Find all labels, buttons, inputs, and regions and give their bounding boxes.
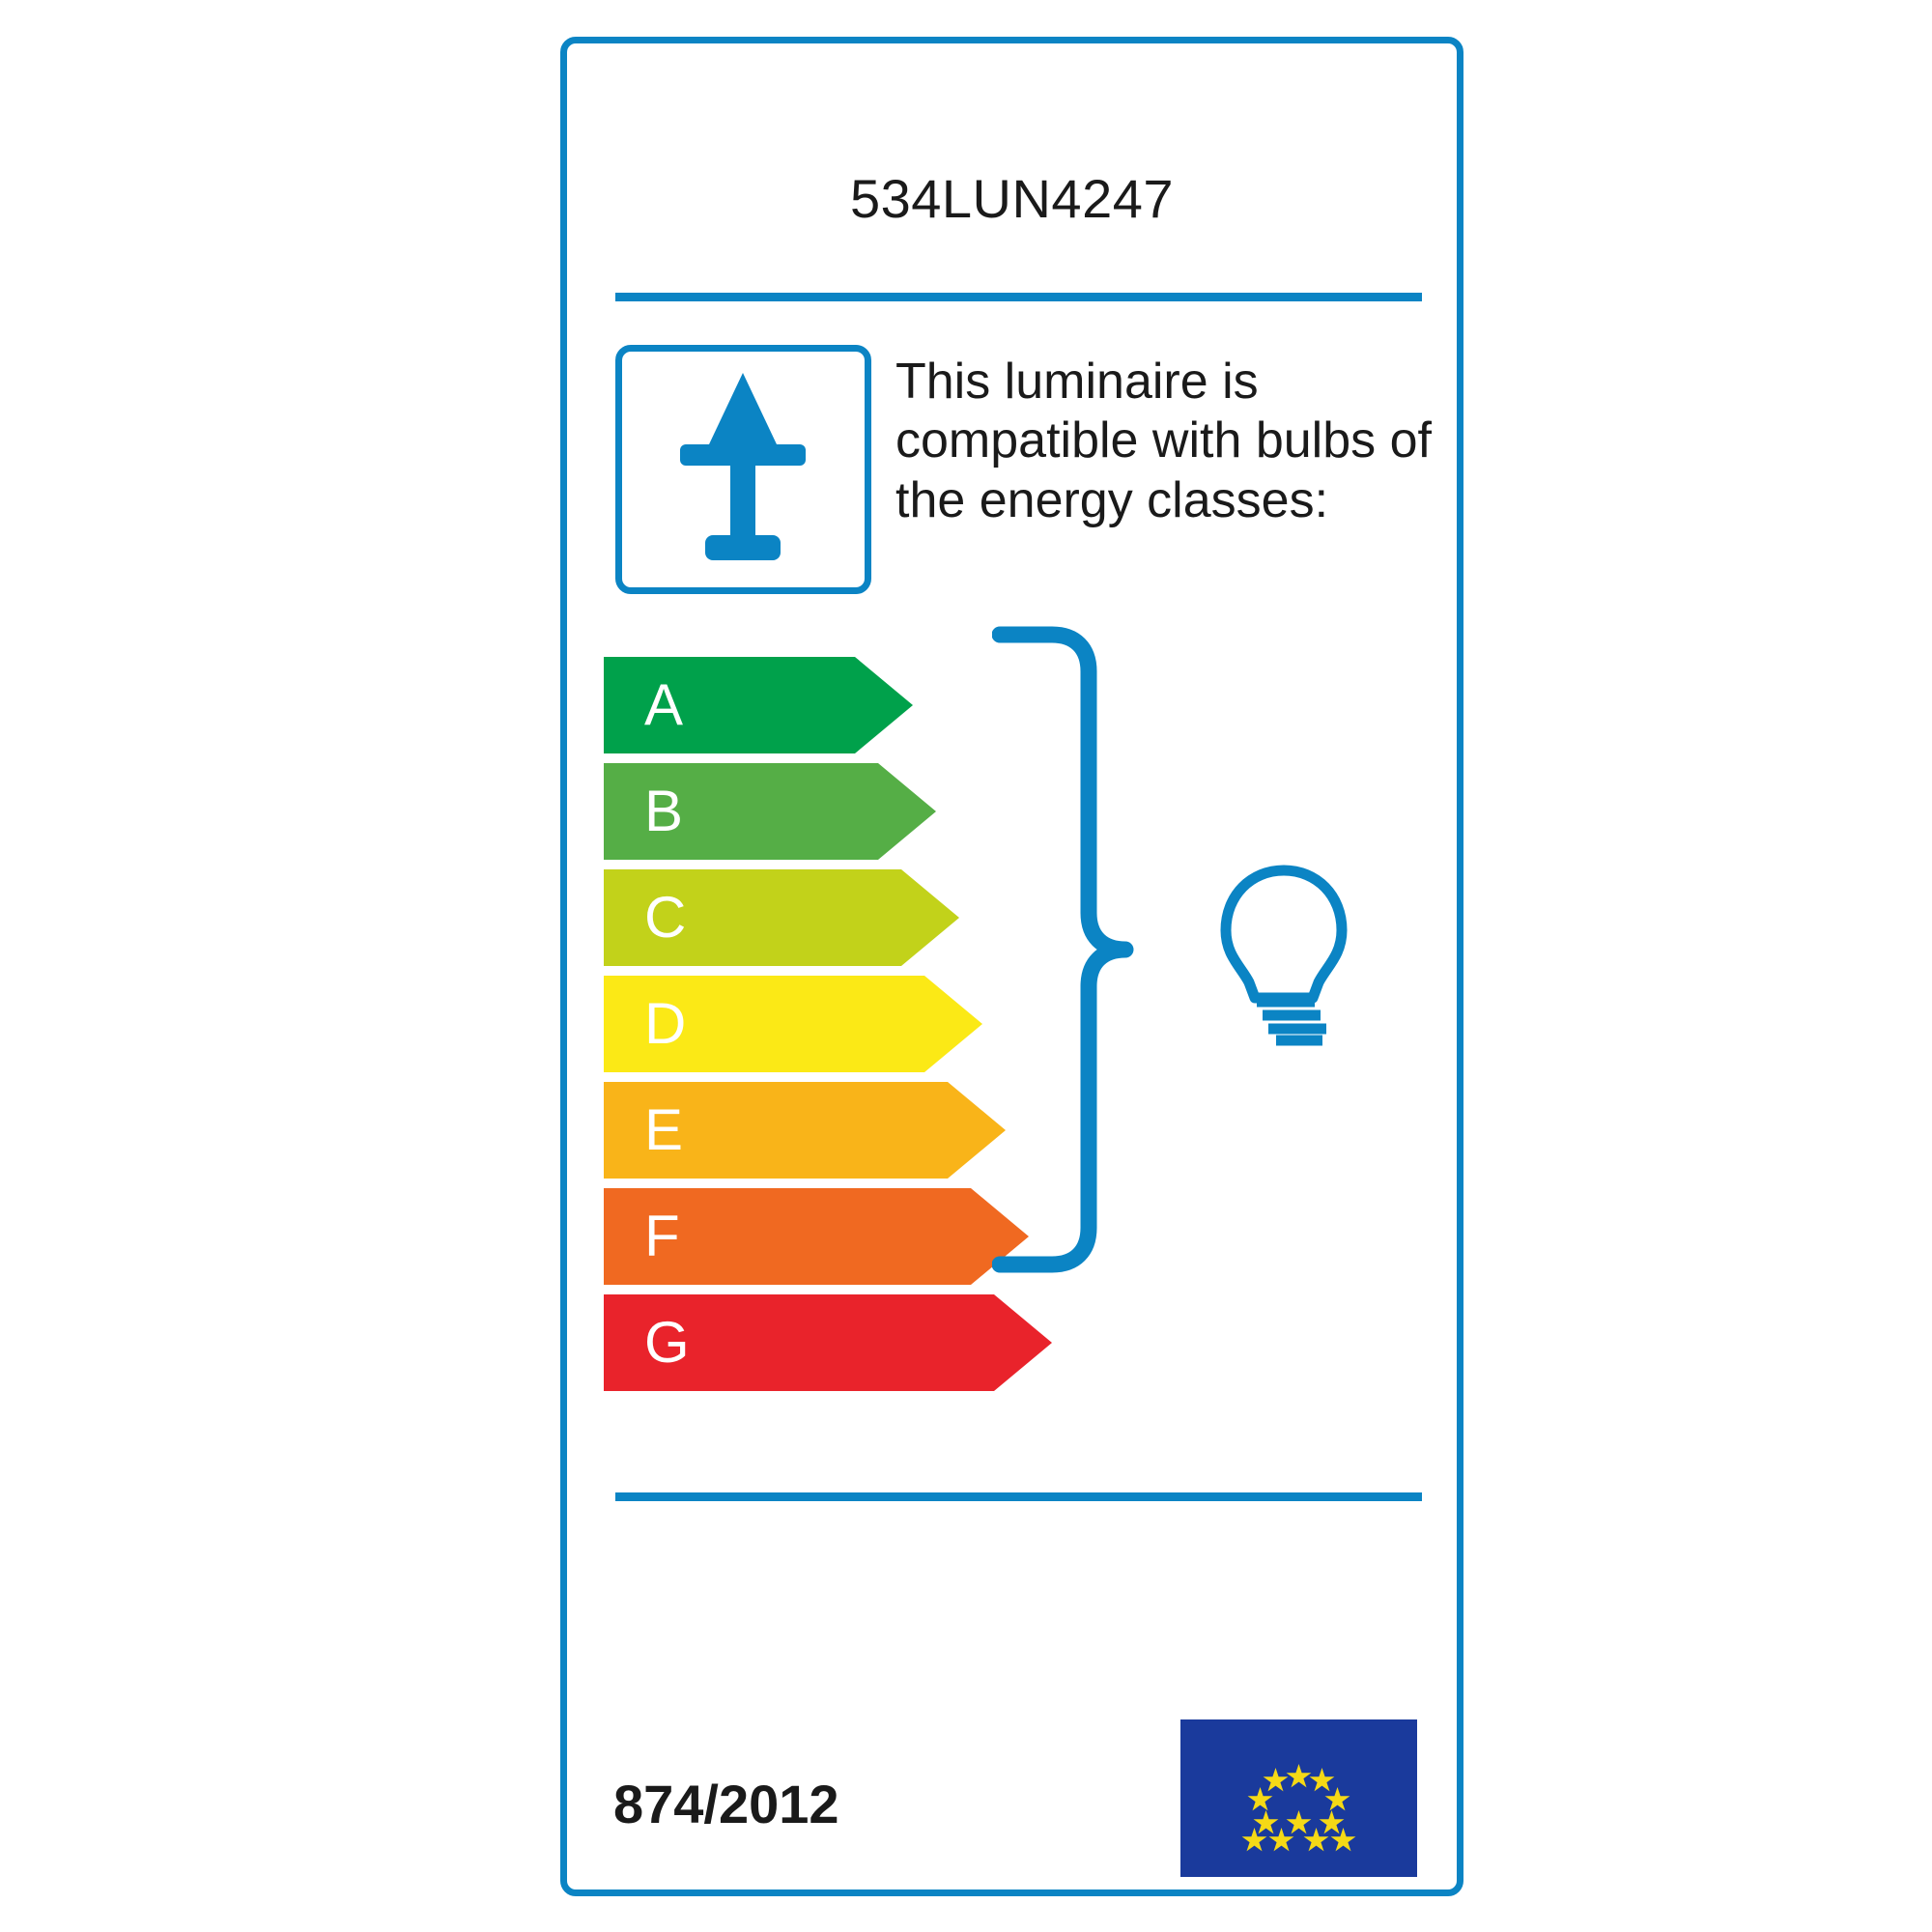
energy-class-letter: F xyxy=(644,1204,680,1268)
energy-class-letter: G xyxy=(644,1310,690,1375)
energy-class-letter: D xyxy=(644,991,687,1056)
energy-class-letter: C xyxy=(644,885,687,950)
energy-class-letter: A xyxy=(644,672,684,737)
energy-class-row-d xyxy=(604,976,1009,1072)
model-code: 534LUN4247 xyxy=(849,168,1175,229)
divider-top xyxy=(615,293,1422,301)
energy-class-row-g xyxy=(604,1294,1009,1391)
energy-class-row-f xyxy=(604,1188,1009,1285)
lamp-icon xyxy=(622,352,865,587)
energy-class-row-b xyxy=(604,763,1009,860)
brace-icon xyxy=(1000,635,1125,1264)
brace-and-bulb xyxy=(992,623,1446,1299)
energy-label-card xyxy=(560,37,1463,1896)
eu-flag-icon xyxy=(1180,1719,1417,1877)
energy-class-row-a xyxy=(604,657,1009,753)
energy-class-letter: E xyxy=(644,1097,684,1162)
energy-class-list xyxy=(604,657,1009,1401)
divider-bottom xyxy=(615,1492,1422,1501)
energy-class-letter: B xyxy=(644,779,684,843)
energy-class-row-e xyxy=(604,1082,1009,1179)
regulation-number: 874/2012 xyxy=(613,1774,839,1834)
lamp-icon-box xyxy=(615,345,871,594)
energy-class-row-c xyxy=(604,869,1009,966)
light-bulb-icon xyxy=(1226,870,1342,1040)
compatibility-text: This luminaire is compatible with bulbs of the energy classes: xyxy=(895,354,1432,528)
